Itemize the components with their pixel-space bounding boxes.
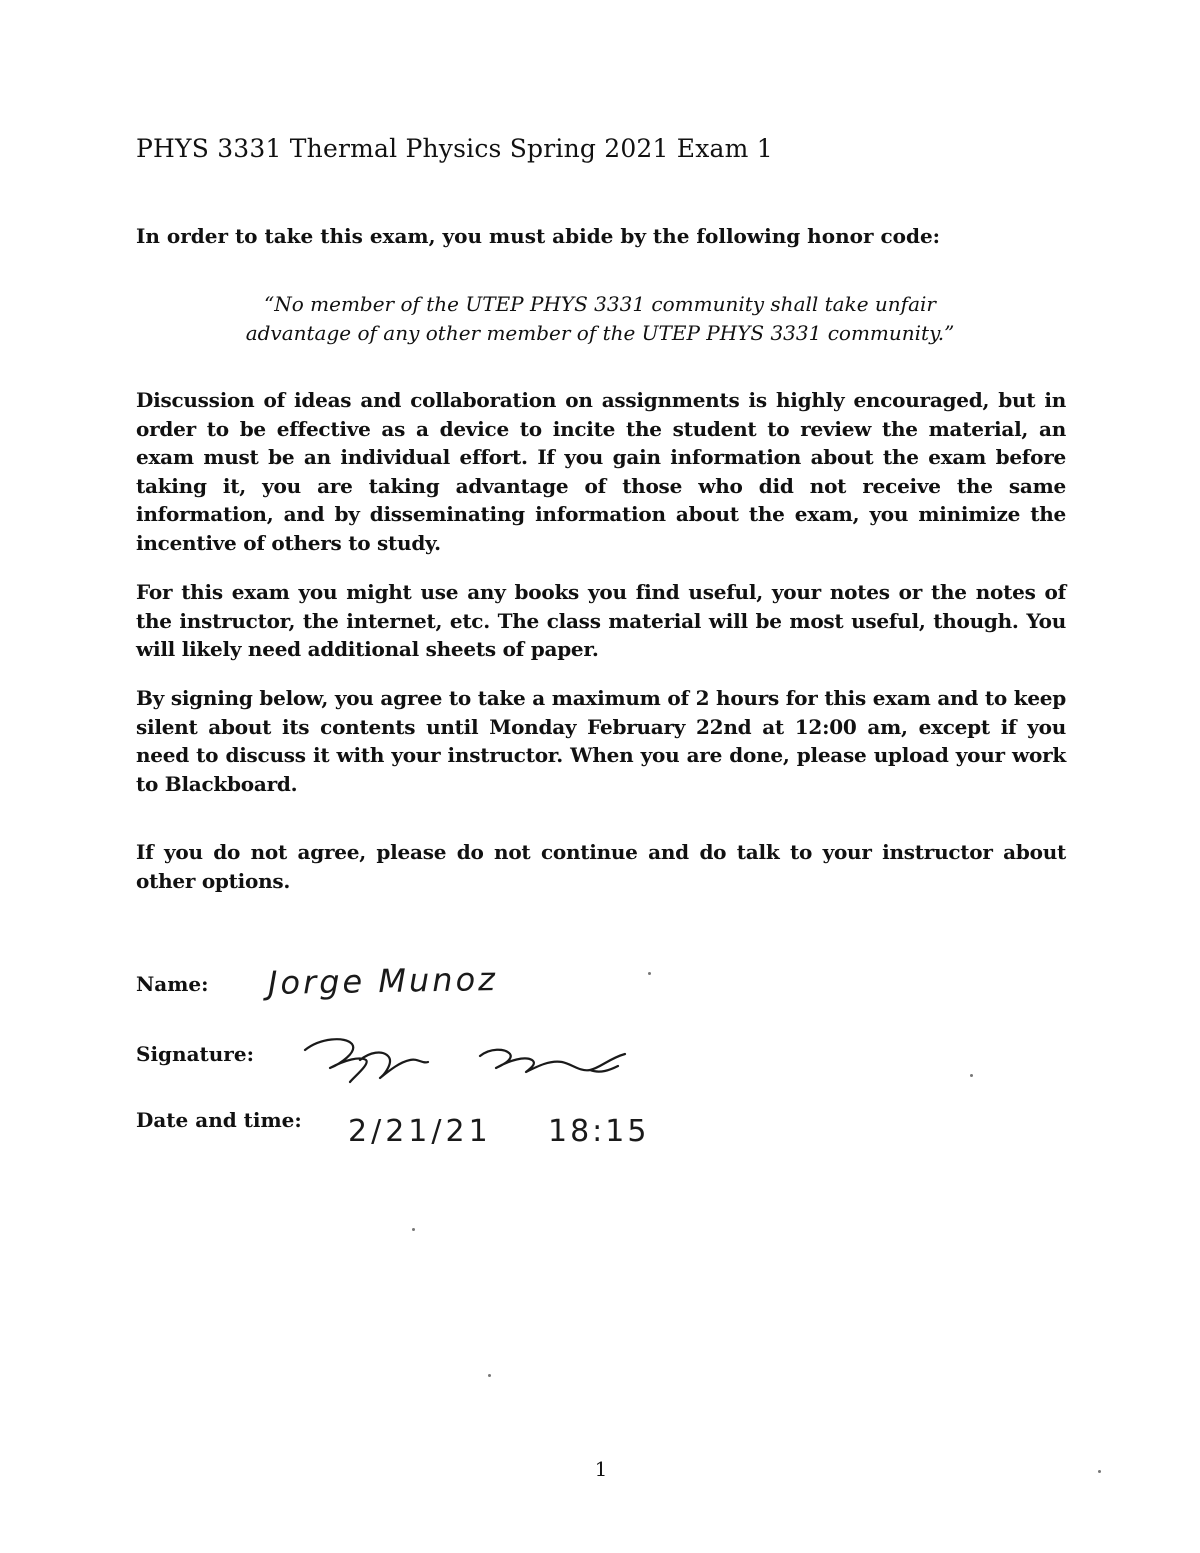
honor-code-quote-line-2: advantage of any other member of the UTEP PHYS 3331 community.” (245, 321, 955, 345)
date-handwritten-value: 2/21/21 (348, 1114, 492, 1149)
scan-speck (648, 972, 651, 975)
scan-speck (1098, 1470, 1101, 1473)
honor-code-intro: In order to take this exam, you must abide by the following honor code: (136, 224, 941, 248)
signature-label: Signature: (136, 1042, 254, 1066)
honor-code-quote-line-1: “No member of the UTEP PHYS 3331 community shall take unfair (264, 292, 936, 316)
scan-speck (412, 1228, 415, 1231)
exam-title: PHYS 3331 Thermal Physics Spring 2021 Exam 1 (136, 134, 773, 163)
name-handwritten-value: Jorge Munoz (267, 959, 499, 1003)
resources-paragraph: For this exam you might use any books you find useful, your notes or the notes of the instructor, the internet, etc. The class material will be most useful, though. You will likely need additional sheets of paper. (136, 580, 1066, 661)
honor-code-quote (200, 290, 1000, 348)
scan-speck (970, 1074, 973, 1077)
name-label: Name: (136, 972, 209, 996)
page-number: 1 (594, 1457, 608, 1481)
scan-speck (488, 1374, 491, 1377)
agreement-paragraph: By signing below, you agree to take a maximum of 2 hours for this exam and to keep silent about its contents until Monday February 22nd at 12:00 am, except if you need to discuss it with your instructor. When you are done, please upload your work to Blackboard. (136, 686, 1066, 796)
handwritten-signature (300, 1030, 640, 1090)
time-handwritten-value: 18:15 (548, 1114, 650, 1149)
date-time-label: Date and time: (136, 1108, 302, 1132)
collaboration-paragraph: Discussion of ideas and collaboration on assignments is highly encouraged, but in order to be effective as a device to incite the student to review the material, an exam must be an individual effort. If you gain information about the exam before taking it, you are taking advantage of those who did not receive the same information, and by disseminating information about the exam, you minimize the incentive of others to study. (136, 388, 1066, 555)
disagreement-paragraph: If you do not agree, please do not continue and do talk to your instructor about other options. (136, 840, 1066, 893)
